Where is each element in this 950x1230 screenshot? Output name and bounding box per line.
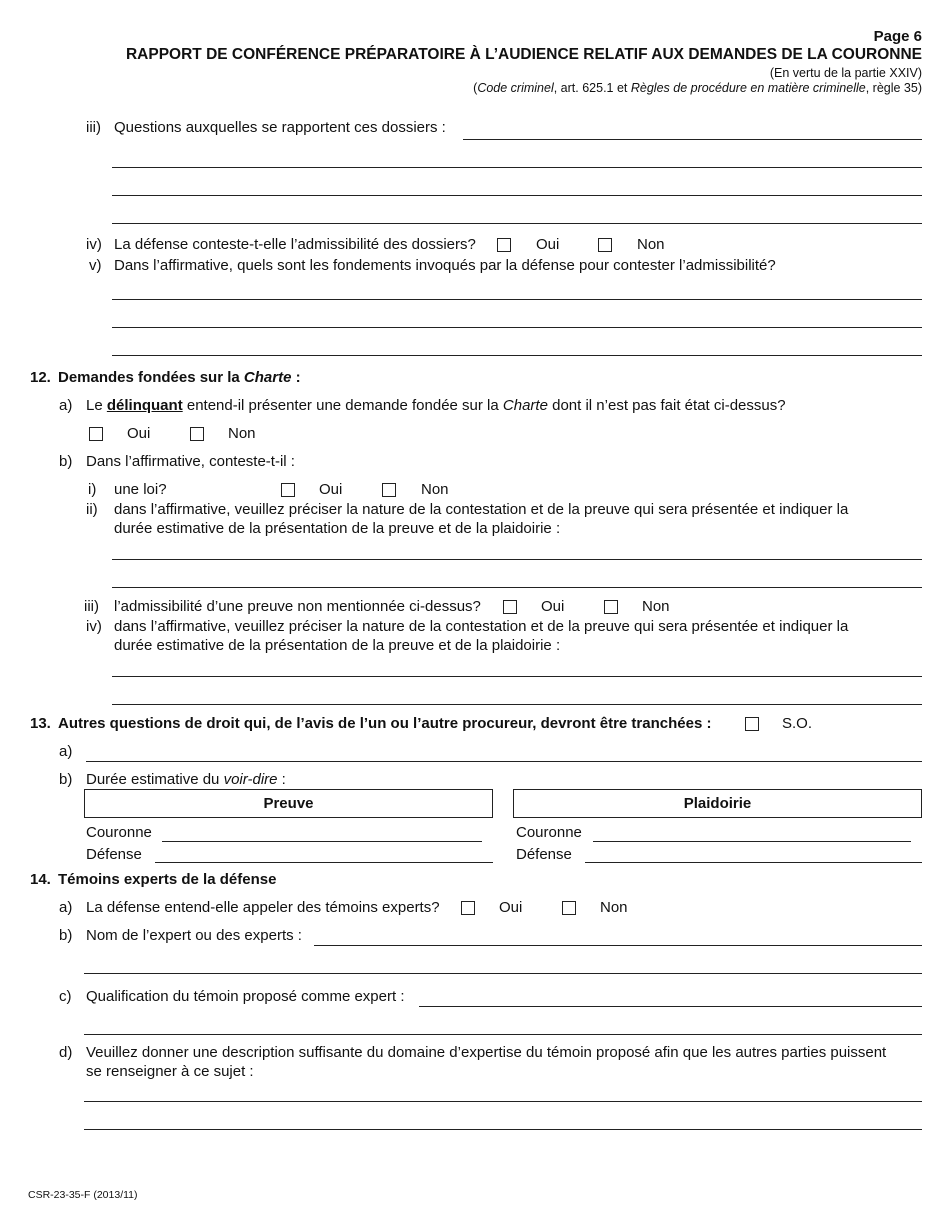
s12-ii-line1: dans l’affirmative, veuillez préciser la nature de la contestation et de la preuve qui sera présentée et indiquer la <box>114 501 849 518</box>
s14-a-label: La défense entend-elle appeler des témoins experts? <box>86 899 440 916</box>
s12-iii-oui-label: Oui <box>541 598 565 615</box>
s12-i-non-label: Non <box>421 481 449 498</box>
s14-a-oui-label: Oui <box>499 899 523 916</box>
s14-b-num: b) <box>59 927 73 944</box>
s11-v-label: Dans l’affirmative, quels sont les fondements invoqués par la défense pour contester l’admissibilité? <box>114 257 776 274</box>
s14-a-oui-checkbox[interactable] <box>461 901 475 915</box>
s14-heading: Témoins experts de la défense <box>58 871 277 888</box>
s11-v-answer-line-2[interactable] <box>112 327 922 328</box>
form-subtitle-part: (En vertu de la partie XXIV) <box>769 66 922 80</box>
s12-iii-non-label: Non <box>642 598 670 615</box>
s11-iii-answer-line-3[interactable] <box>112 195 922 196</box>
plaidoirie-header: Plaidoirie <box>513 789 922 818</box>
s12-heading-charte: Charte <box>243 369 292 386</box>
s13-so-label: S.O. <box>782 715 813 732</box>
s12-ii-num: ii) <box>86 501 98 518</box>
preuve-header: Preuve <box>84 789 493 818</box>
s11-iii-label: Questions auxquelles se rapportent ces dossiers : <box>114 119 446 136</box>
s11-iii-num: iii) <box>86 119 101 136</box>
s11-iv-oui-label: Oui <box>536 236 560 253</box>
s14-c-num: c) <box>59 988 72 1005</box>
s12-a-oui-label: Oui <box>127 425 151 442</box>
s12-a-oui-checkbox[interactable] <box>89 427 103 441</box>
s14-b-label: Nom de l’expert ou des experts : <box>86 927 302 944</box>
page-number: Page 6 <box>873 28 922 45</box>
s13-b-label <box>86 771 286 788</box>
s14-c-answer-line-1[interactable] <box>419 1006 922 1007</box>
s12-b-label: Dans l’affirmative, conteste-t-il : <box>86 453 295 470</box>
s12-heading <box>58 369 301 386</box>
legal-open: ( <box>473 81 478 95</box>
preuve-couronne-label: Couronne <box>86 824 152 841</box>
s14-d-line2: se renseigner à ce sujet : <box>86 1063 254 1080</box>
s11-iv-non-checkbox[interactable] <box>598 238 612 252</box>
s14-heading-num: 14. <box>30 871 51 888</box>
s12-iii-num: iii) <box>84 598 99 615</box>
s13-heading-num: 13. <box>30 715 51 732</box>
s12-i-non-checkbox[interactable] <box>382 483 396 497</box>
s14-c-label: Qualification du témoin proposé comme expert : <box>86 988 405 1005</box>
legal-rules: Règles de procédure en matière criminelle <box>630 81 866 95</box>
form-subtitle-legal <box>473 81 922 95</box>
form-code: CSR-23-35-F (2013/11) <box>28 1189 138 1201</box>
s13-heading: Autres questions de droit qui, de l’avis de l’un ou l’autre procureur, devront être tranchées : <box>58 715 712 732</box>
s12-iv-line1: dans l’affirmative, veuillez préciser la nature de la contestation et de la preuve qui sera présentée et indiquer la <box>114 618 849 635</box>
s13-a-answer-line[interactable] <box>86 761 922 762</box>
s14-b-answer-line-1[interactable] <box>314 945 922 946</box>
s14-a-non-checkbox[interactable] <box>562 901 576 915</box>
s13-b-pre: Durée estimative du <box>86 771 224 788</box>
s12-b-num: b) <box>59 453 73 470</box>
preuve-couronne-line[interactable] <box>162 841 482 842</box>
s12-ii-answer-line-2[interactable] <box>112 587 922 588</box>
s12-a-mid: entend-il présenter une demande fondée sur la <box>182 397 503 414</box>
s11-iii-answer-line-4[interactable] <box>112 223 922 224</box>
s12-i-label: une loi? <box>114 481 167 498</box>
legal-code: Code criminel <box>477 81 554 95</box>
s11-iv-non-label: Non <box>637 236 665 253</box>
legal-mid: , art. 625.1 et <box>553 81 631 95</box>
s11-v-answer-line-3[interactable] <box>112 355 922 356</box>
s12-i-oui-checkbox[interactable] <box>281 483 295 497</box>
s12-iv-num: iv) <box>86 618 102 635</box>
s12-a-label <box>86 397 786 414</box>
s12-iii-oui-checkbox[interactable] <box>503 600 517 614</box>
s12-ii-answer-line-1[interactable] <box>112 559 922 560</box>
s11-iv-num: iv) <box>86 236 102 253</box>
s12-a-num: a) <box>59 397 73 414</box>
s12-a-pre: Le <box>86 397 107 414</box>
s12-iv-answer-line-2[interactable] <box>112 704 922 705</box>
s14-c-answer-line-2[interactable] <box>84 1034 922 1035</box>
plaidoirie-defense-line[interactable] <box>585 862 922 863</box>
s12-a-non-label: Non <box>228 425 256 442</box>
s12-iv-line2: durée estimative de la présentation de la preuve et de la plaidoirie : <box>114 637 561 654</box>
s12-heading-pre: Demandes fondées sur la <box>58 369 244 386</box>
s13-so-checkbox[interactable] <box>745 717 759 731</box>
s12-ii-line2: durée estimative de la présentation de la preuve et de la plaidoirie : <box>114 520 561 537</box>
s12-a-post: dont il n’est pas fait état ci-dessus? <box>547 397 786 414</box>
s14-d-num: d) <box>59 1044 73 1061</box>
form-title: RAPPORT DE CONFÉRENCE PRÉPARATOIRE À L’AUDIENCE RELATIF AUX DEMANDES DE LA COURONNE <box>125 46 922 63</box>
s12-i-num: i) <box>88 481 97 498</box>
s12-iii-non-checkbox[interactable] <box>604 600 618 614</box>
s11-iv-oui-checkbox[interactable] <box>497 238 511 252</box>
s11-v-answer-line-1[interactable] <box>112 299 922 300</box>
preuve-defense-label: Défense <box>86 846 142 863</box>
s11-iii-answer-line-1[interactable] <box>463 139 922 140</box>
s12-i-oui-label: Oui <box>319 481 343 498</box>
s13-b-voir-dire: voir-dire <box>223 771 278 788</box>
s14-d-answer-line-2[interactable] <box>84 1129 922 1130</box>
s11-v-num: v) <box>89 257 102 274</box>
s14-d-answer-line-1[interactable] <box>84 1101 922 1102</box>
s13-b-num: b) <box>59 771 73 788</box>
s11-iv-label: La défense conteste-t-elle l’admissibilité des dossiers? <box>114 236 476 253</box>
s14-a-num: a) <box>59 899 73 916</box>
s12-iv-answer-line-1[interactable] <box>112 676 922 677</box>
plaidoirie-defense-label: Défense <box>516 846 572 863</box>
s12-heading-num: 12. <box>30 369 51 386</box>
s12-iii-label: l’admissibilité d’une preuve non mentionnée ci-dessus? <box>114 598 481 615</box>
plaidoirie-couronne-label: Couronne <box>516 824 582 841</box>
s12-heading-post: : <box>291 369 301 386</box>
s12-a-non-checkbox[interactable] <box>190 427 204 441</box>
s12-a-charte: Charte <box>502 397 548 414</box>
s13-a-num: a) <box>59 743 73 760</box>
preuve-defense-line[interactable] <box>155 862 493 863</box>
s13-b-post: : <box>277 771 286 788</box>
legal-end: , règle 35) <box>865 81 922 95</box>
s11-iii-answer-line-2[interactable] <box>112 167 922 168</box>
s14-a-non-label: Non <box>600 899 628 916</box>
plaidoirie-couronne-line[interactable] <box>593 841 911 842</box>
s14-d-line1: Veuillez donner une description suffisante du domaine d’expertise du témoin proposé afin que les autres parties puissent <box>86 1044 887 1061</box>
s14-b-answer-line-2[interactable] <box>84 973 922 974</box>
s12-a-delinquant: délinquant <box>106 397 183 414</box>
